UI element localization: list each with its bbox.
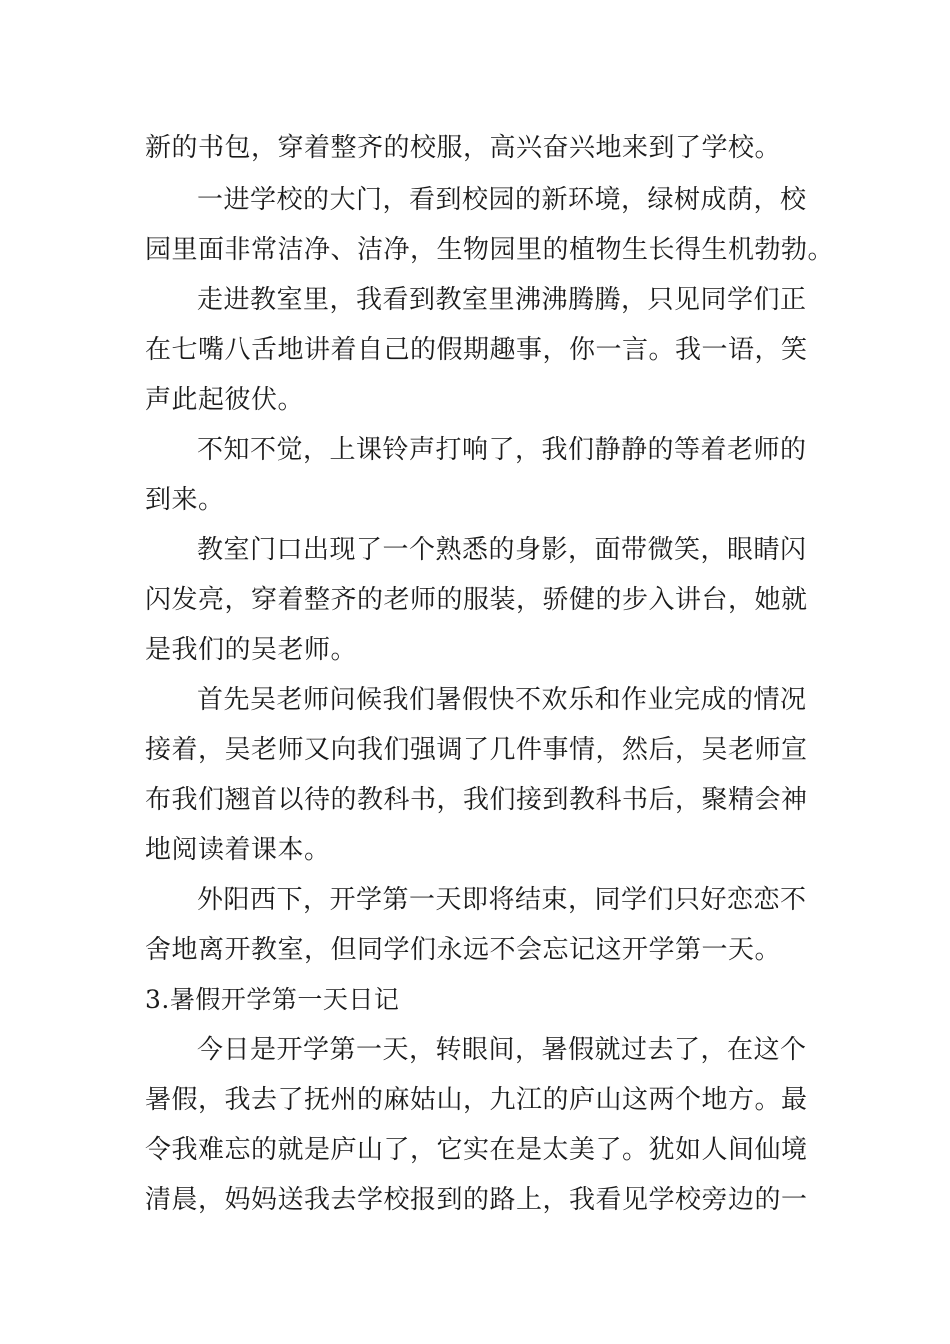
paragraph-start-line: 走进教室里，我看到教室里沸沸腾腾，只见同学们正 <box>197 285 807 315</box>
text-line: 接着，吴老师又向我们强调了几件事情，然后，吴老师宣 <box>145 735 808 765</box>
text-line: 园里面非常洁净、洁净，生物园里的植物生长得生机勃勃。 <box>145 235 835 265</box>
paragraph-start-line: 首先吴老师问候我们暑假快不欢乐和作业完成的情况 <box>197 685 807 715</box>
text-line: 新的书包，穿着整齐的校服，高兴奋兴地来到了学校。 <box>145 133 782 163</box>
section-heading: 3.暑假开学第一天日记 <box>145 985 400 1014</box>
text-line: 声此起彼伏。 <box>145 385 305 415</box>
text-line: 是我们的吴老师。 <box>145 635 358 665</box>
text-line: 舍地离开教室，但同学们永远不会忘记这开学第一天。 <box>145 935 782 965</box>
paragraph-start-line: 外阳西下，开学第一天即将结束，同学们只好恋恋不 <box>197 885 807 915</box>
text-line: 令我难忘的就是庐山了，它实在是太美了。犹如人间仙境 <box>145 1135 808 1165</box>
text-line: 布我们翘首以待的教科书，我们接到教科书后，聚精会神 <box>145 785 808 815</box>
text-line: 暑假，我去了抚州的麻姑山，九江的庐山这两个地方。最 <box>145 1085 808 1115</box>
text-line: 到来。 <box>145 485 225 515</box>
paragraph-start-line: 一进学校的大门，看到校园的新环境，绿树成荫，校 <box>197 185 807 215</box>
text-line: 在七嘴八舌地讲着自己的假期趣事，你一言。我一语，笑 <box>145 335 808 365</box>
paragraph-start-line: 不知不觉，上课铃声打响了，我们静静的等着老师的 <box>197 435 807 465</box>
text-line: 清晨，妈妈送我去学校报到的路上，我看见学校旁边的一 <box>145 1185 808 1215</box>
text-line: 地阅读着课本。 <box>145 835 331 865</box>
paragraph-start-line: 教室门口出现了一个熟悉的身影，面带微笑，眼睛闪 <box>197 535 807 565</box>
paragraph-start-line: 今日是开学第一天，转眼间，暑假就过去了，在这个 <box>197 1035 807 1065</box>
text-line: 闪发亮，穿着整齐的老师的服装，骄健的步入讲台，她就 <box>145 585 808 615</box>
